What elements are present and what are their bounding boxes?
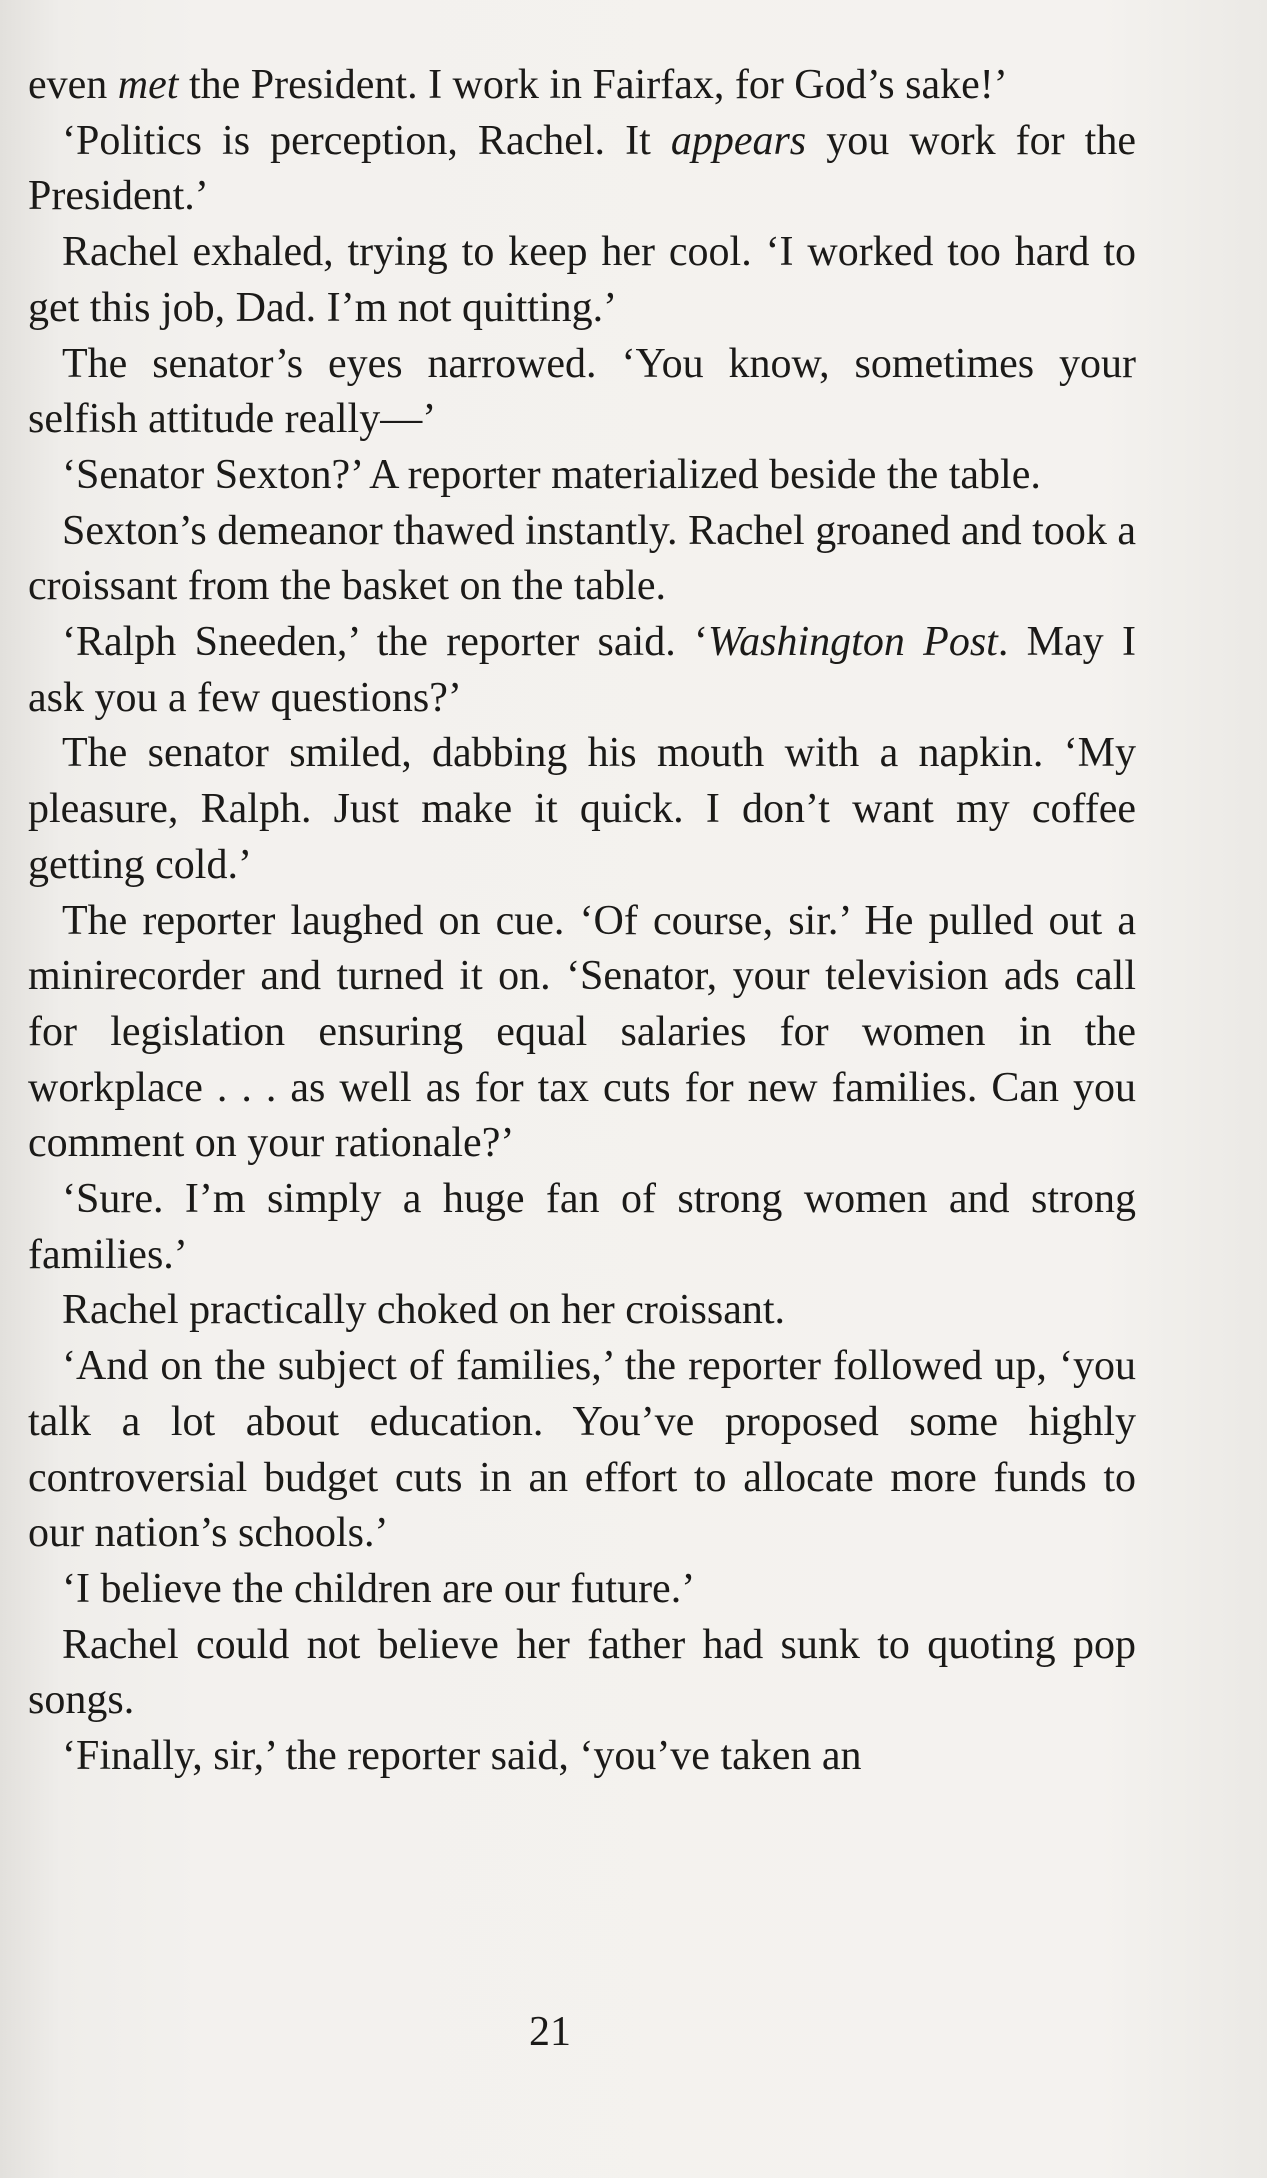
paragraph-3: Rachel exhaled, trying to keep her cool. ‘I worked too hard to get this job, Dad. I’m not quitting.’ [28,229,1136,331]
paragraph-12: ‘And on the subject of families,’ the reporter followed up, ‘you talk a lot about education. You’ve proposed some highly controversial budget cuts in an effort to allocate more funds to our nation’s schools.’ [28,1343,1136,1557]
paragraph-15: ‘Finally, sir,’ the reporter said, ‘you’ve taken an [62,1733,862,1780]
paragraph-8: The senator smiled, dabbing his mouth with a napkin. ‘My pleasure, Ralph. Just make it quick. I don’t want my coffee getting cold.’ [28,730,1136,888]
paragraph-7: ‘Ralph Sneeden,’ the reporter said. ‘Washington Post. May I ask you a few questions?’ [28,619,1136,721]
paragraph-1: even met the President. I work in Fairfax, for God’s sake!’ [28,62,1008,108]
body-text [28,58,1136,1785]
paragraph-5: ‘Senator Sexton?’ A reporter materialized beside the table. [62,451,1041,498]
paragraph-14: Rachel could not believe her father had sunk to quoting pop songs. [28,1621,1136,1724]
paragraph-9: The reporter laughed on cue. ‘Of course, sir.’ He pulled out a minirecorder and turned it on. ‘Senator, your television ads call for legislation ensuring equal salaries for women in the workplace . . . as well as for tax cuts for new families. Can you comment on your rationale?’ [28,897,1136,1167]
paragraph-2: ‘Politics is perception, Rachel. It appears you work for the President.’ [28,117,1136,220]
page-number: 21 [529,2009,571,2055]
paragraph-13: ‘I believe the children are our future.’ [62,1565,696,1612]
paragraph-11: Rachel practically choked on her croissant. [62,1287,786,1334]
paragraph-4: The senator’s eyes narrowed. ‘You know, sometimes your selfish attitude really—’ [28,340,1136,443]
paragraph-10: ‘Sure. I’m simply a huge fan of strong women and strong families.’ [28,1176,1136,1278]
paragraph-6: Sexton’s demeanor thawed instantly. Rachel groaned and took a croissant from the basket on the table. [28,507,1136,610]
